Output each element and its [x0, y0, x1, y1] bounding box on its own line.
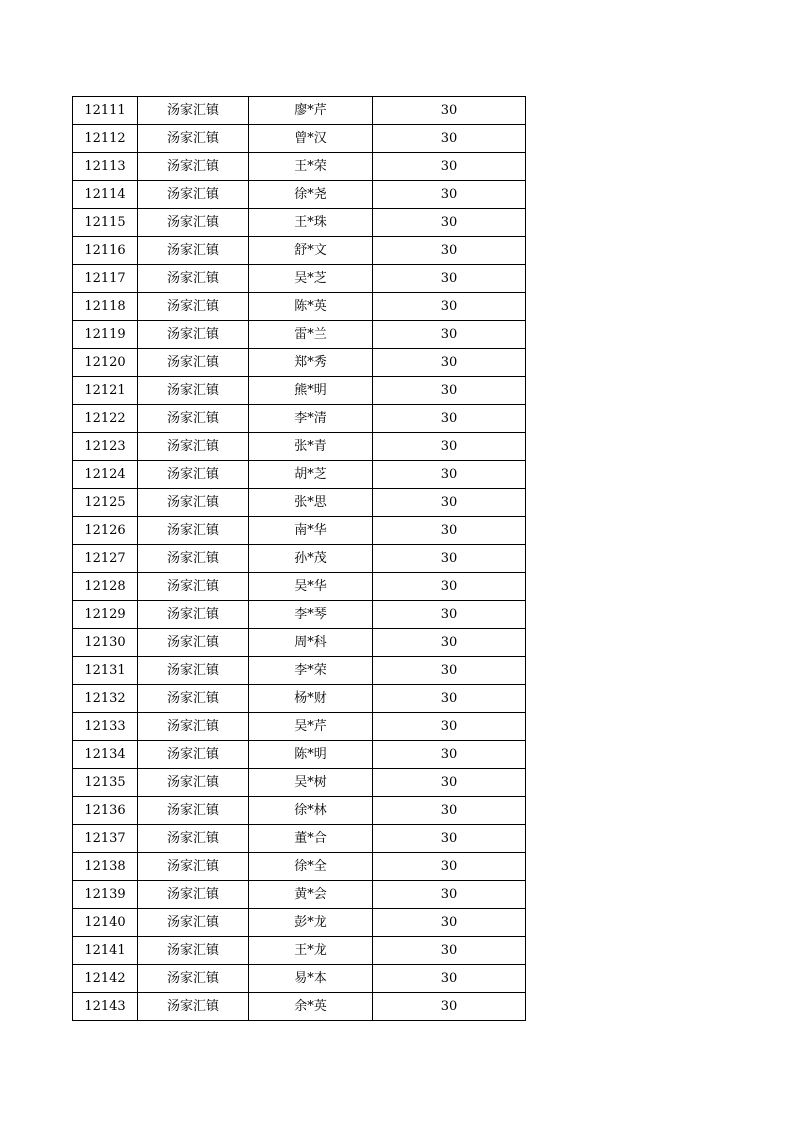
person-name-cell: 彭*龙	[249, 909, 373, 937]
person-name-cell: 张*青	[249, 433, 373, 461]
table-row	[73, 853, 526, 881]
amount-cell: 30	[373, 825, 526, 853]
table-row	[73, 405, 526, 433]
person-name-cell: 徐*全	[249, 853, 373, 881]
table-row	[73, 741, 526, 769]
table-row	[73, 601, 526, 629]
row-number-cell: 12115	[73, 209, 138, 237]
amount-cell: 30	[373, 993, 526, 1021]
person-name-cell: 李*荣	[249, 657, 373, 685]
person-name-cell: 吴*树	[249, 769, 373, 797]
row-number-cell: 12132	[73, 685, 138, 713]
amount-cell: 30	[373, 489, 526, 517]
table-body	[73, 97, 526, 1021]
table-row	[73, 657, 526, 685]
person-name-cell: 吴*芹	[249, 713, 373, 741]
town-cell: 汤家汇镇	[138, 237, 249, 265]
table-row	[73, 937, 526, 965]
row-number-cell: 12142	[73, 965, 138, 993]
town-cell: 汤家汇镇	[138, 825, 249, 853]
town-cell: 汤家汇镇	[138, 461, 249, 489]
town-cell: 汤家汇镇	[138, 853, 249, 881]
table-row	[73, 265, 526, 293]
amount-cell: 30	[373, 657, 526, 685]
person-name-cell: 董*合	[249, 825, 373, 853]
row-number-cell: 12137	[73, 825, 138, 853]
person-name-cell: 孙*茂	[249, 545, 373, 573]
subsidy-table	[72, 96, 526, 1021]
amount-cell: 30	[373, 433, 526, 461]
person-name-cell: 易*本	[249, 965, 373, 993]
amount-cell: 30	[373, 461, 526, 489]
amount-cell: 30	[373, 265, 526, 293]
person-name-cell: 李*清	[249, 405, 373, 433]
row-number-cell: 12127	[73, 545, 138, 573]
amount-cell: 30	[373, 293, 526, 321]
person-name-cell: 吴*华	[249, 573, 373, 601]
table-row	[73, 629, 526, 657]
town-cell: 汤家汇镇	[138, 405, 249, 433]
row-number-cell: 12139	[73, 881, 138, 909]
table-row	[73, 321, 526, 349]
table-row	[73, 965, 526, 993]
town-cell: 汤家汇镇	[138, 265, 249, 293]
person-name-cell: 王*荣	[249, 153, 373, 181]
table-row	[73, 293, 526, 321]
table-row	[73, 349, 526, 377]
table-row	[73, 685, 526, 713]
person-name-cell: 王*龙	[249, 937, 373, 965]
person-name-cell: 周*科	[249, 629, 373, 657]
amount-cell: 30	[373, 769, 526, 797]
amount-cell: 30	[373, 237, 526, 265]
town-cell: 汤家汇镇	[138, 769, 249, 797]
table-row	[73, 377, 526, 405]
town-cell: 汤家汇镇	[138, 965, 249, 993]
person-name-cell: 李*琴	[249, 601, 373, 629]
town-cell: 汤家汇镇	[138, 993, 249, 1021]
person-name-cell: 曾*汉	[249, 125, 373, 153]
row-number-cell: 12122	[73, 405, 138, 433]
town-cell: 汤家汇镇	[138, 937, 249, 965]
amount-cell: 30	[373, 685, 526, 713]
person-name-cell: 雷*兰	[249, 321, 373, 349]
person-name-cell: 张*思	[249, 489, 373, 517]
table-row	[73, 125, 526, 153]
row-number-cell: 12134	[73, 741, 138, 769]
amount-cell: 30	[373, 209, 526, 237]
row-number-cell: 12130	[73, 629, 138, 657]
row-number-cell: 12126	[73, 517, 138, 545]
town-cell: 汤家汇镇	[138, 909, 249, 937]
amount-cell: 30	[373, 545, 526, 573]
table-row	[73, 433, 526, 461]
person-name-cell: 王*珠	[249, 209, 373, 237]
row-number-cell: 12121	[73, 377, 138, 405]
table-row	[73, 489, 526, 517]
person-name-cell: 陈*明	[249, 741, 373, 769]
amount-cell: 30	[373, 713, 526, 741]
amount-cell: 30	[373, 181, 526, 209]
town-cell: 汤家汇镇	[138, 489, 249, 517]
row-number-cell: 12136	[73, 797, 138, 825]
person-name-cell: 吴*芝	[249, 265, 373, 293]
amount-cell: 30	[373, 321, 526, 349]
row-number-cell: 12124	[73, 461, 138, 489]
amount-cell: 30	[373, 153, 526, 181]
town-cell: 汤家汇镇	[138, 713, 249, 741]
amount-cell: 30	[373, 741, 526, 769]
table-row	[73, 153, 526, 181]
row-number-cell: 12135	[73, 769, 138, 797]
row-number-cell: 12138	[73, 853, 138, 881]
row-number-cell: 12123	[73, 433, 138, 461]
row-number-cell: 12120	[73, 349, 138, 377]
row-number-cell: 12131	[73, 657, 138, 685]
person-name-cell: 舒*文	[249, 237, 373, 265]
amount-cell: 30	[373, 97, 526, 125]
person-name-cell: 余*英	[249, 993, 373, 1021]
town-cell: 汤家汇镇	[138, 433, 249, 461]
person-name-cell: 陈*英	[249, 293, 373, 321]
row-number-cell: 12111	[73, 97, 138, 125]
town-cell: 汤家汇镇	[138, 293, 249, 321]
table-row	[73, 825, 526, 853]
table-row	[73, 993, 526, 1021]
amount-cell: 30	[373, 377, 526, 405]
person-name-cell: 徐*林	[249, 797, 373, 825]
town-cell: 汤家汇镇	[138, 545, 249, 573]
row-number-cell: 12112	[73, 125, 138, 153]
amount-cell: 30	[373, 909, 526, 937]
table-row	[73, 573, 526, 601]
row-number-cell: 12116	[73, 237, 138, 265]
row-number-cell: 12117	[73, 265, 138, 293]
row-number-cell: 12128	[73, 573, 138, 601]
town-cell: 汤家汇镇	[138, 209, 249, 237]
town-cell: 汤家汇镇	[138, 685, 249, 713]
row-number-cell: 12113	[73, 153, 138, 181]
person-name-cell: 杨*财	[249, 685, 373, 713]
amount-cell: 30	[373, 965, 526, 993]
table-row	[73, 97, 526, 125]
town-cell: 汤家汇镇	[138, 881, 249, 909]
town-cell: 汤家汇镇	[138, 377, 249, 405]
table-row	[73, 881, 526, 909]
row-number-cell: 12133	[73, 713, 138, 741]
person-name-cell: 郑*秀	[249, 349, 373, 377]
town-cell: 汤家汇镇	[138, 657, 249, 685]
person-name-cell: 南*华	[249, 517, 373, 545]
amount-cell: 30	[373, 601, 526, 629]
town-cell: 汤家汇镇	[138, 125, 249, 153]
town-cell: 汤家汇镇	[138, 573, 249, 601]
row-number-cell: 12125	[73, 489, 138, 517]
amount-cell: 30	[373, 937, 526, 965]
amount-cell: 30	[373, 853, 526, 881]
amount-cell: 30	[373, 629, 526, 657]
person-name-cell: 熊*明	[249, 377, 373, 405]
table-row	[73, 517, 526, 545]
person-name-cell: 廖*芹	[249, 97, 373, 125]
amount-cell: 30	[373, 405, 526, 433]
town-cell: 汤家汇镇	[138, 601, 249, 629]
table-row	[73, 209, 526, 237]
town-cell: 汤家汇镇	[138, 97, 249, 125]
amount-cell: 30	[373, 573, 526, 601]
amount-cell: 30	[373, 517, 526, 545]
table-row	[73, 797, 526, 825]
town-cell: 汤家汇镇	[138, 797, 249, 825]
table-row	[73, 545, 526, 573]
row-number-cell: 12141	[73, 937, 138, 965]
amount-cell: 30	[373, 881, 526, 909]
table-row	[73, 909, 526, 937]
table-row	[73, 461, 526, 489]
amount-cell: 30	[373, 125, 526, 153]
town-cell: 汤家汇镇	[138, 349, 249, 377]
amount-cell: 30	[373, 797, 526, 825]
person-name-cell: 胡*芝	[249, 461, 373, 489]
town-cell: 汤家汇镇	[138, 741, 249, 769]
row-number-cell: 12118	[73, 293, 138, 321]
row-number-cell: 12143	[73, 993, 138, 1021]
town-cell: 汤家汇镇	[138, 181, 249, 209]
amount-cell: 30	[373, 349, 526, 377]
row-number-cell: 12114	[73, 181, 138, 209]
row-number-cell: 12119	[73, 321, 138, 349]
town-cell: 汤家汇镇	[138, 321, 249, 349]
row-number-cell: 12140	[73, 909, 138, 937]
town-cell: 汤家汇镇	[138, 153, 249, 181]
table-row	[73, 181, 526, 209]
town-cell: 汤家汇镇	[138, 629, 249, 657]
table-row	[73, 237, 526, 265]
table-row	[73, 713, 526, 741]
table-row	[73, 769, 526, 797]
person-name-cell: 徐*尧	[249, 181, 373, 209]
town-cell: 汤家汇镇	[138, 517, 249, 545]
row-number-cell: 12129	[73, 601, 138, 629]
person-name-cell: 黄*会	[249, 881, 373, 909]
